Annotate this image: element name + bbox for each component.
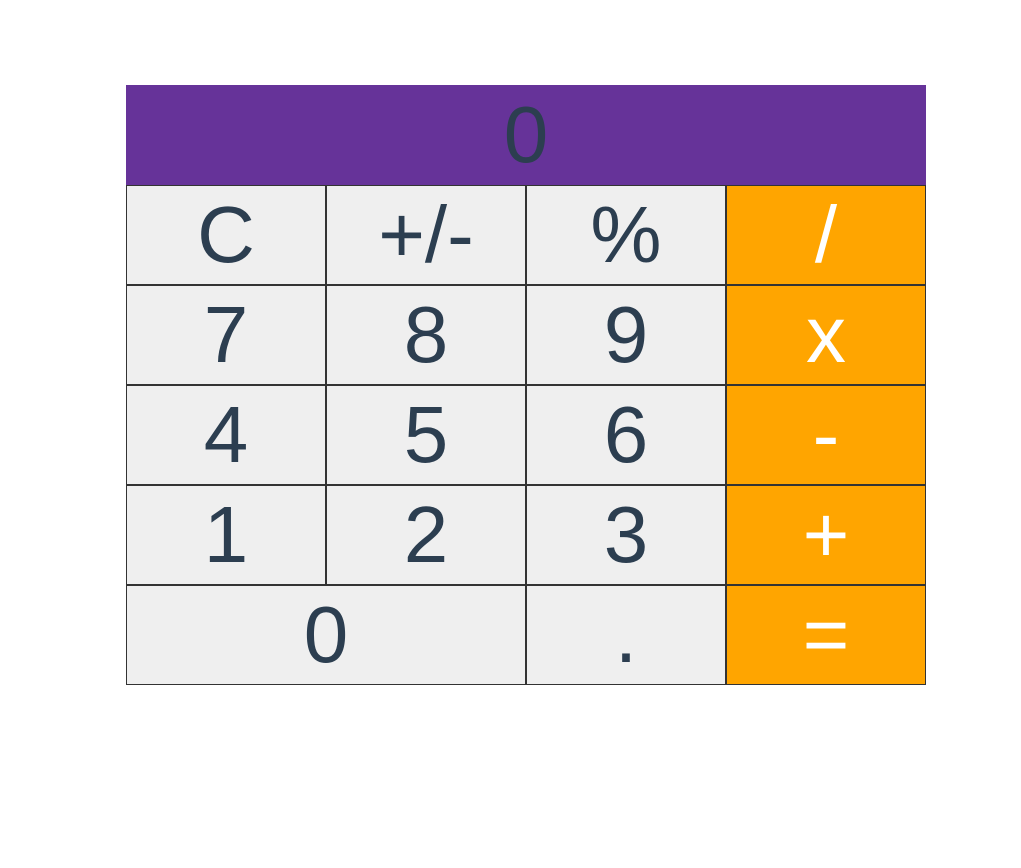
digit-2-button[interactable]: 2 [326, 485, 526, 585]
clear-button[interactable]: C [126, 185, 326, 285]
digit-3-button[interactable]: 3 [526, 485, 726, 585]
digit-5-button[interactable]: 5 [326, 385, 526, 485]
toggle-sign-button[interactable]: +/- [326, 185, 526, 285]
calculator [126, 85, 926, 685]
divide-button[interactable]: / [726, 185, 926, 285]
digit-8-button[interactable]: 8 [326, 285, 526, 385]
equals-button[interactable]: = [726, 585, 926, 685]
digit-1-button[interactable]: 1 [126, 485, 326, 585]
calculator-display: 0 [126, 85, 926, 185]
digit-7-button[interactable]: 7 [126, 285, 326, 385]
multiply-button[interactable]: x [726, 285, 926, 385]
keypad [126, 185, 926, 685]
decimal-button[interactable]: . [526, 585, 726, 685]
digit-0-button[interactable]: 0 [126, 585, 526, 685]
digit-6-button[interactable]: 6 [526, 385, 726, 485]
add-button[interactable]: + [726, 485, 926, 585]
digit-9-button[interactable]: 9 [526, 285, 726, 385]
digit-4-button[interactable]: 4 [126, 385, 326, 485]
subtract-button[interactable]: - [726, 385, 926, 485]
percent-button[interactable]: % [526, 185, 726, 285]
